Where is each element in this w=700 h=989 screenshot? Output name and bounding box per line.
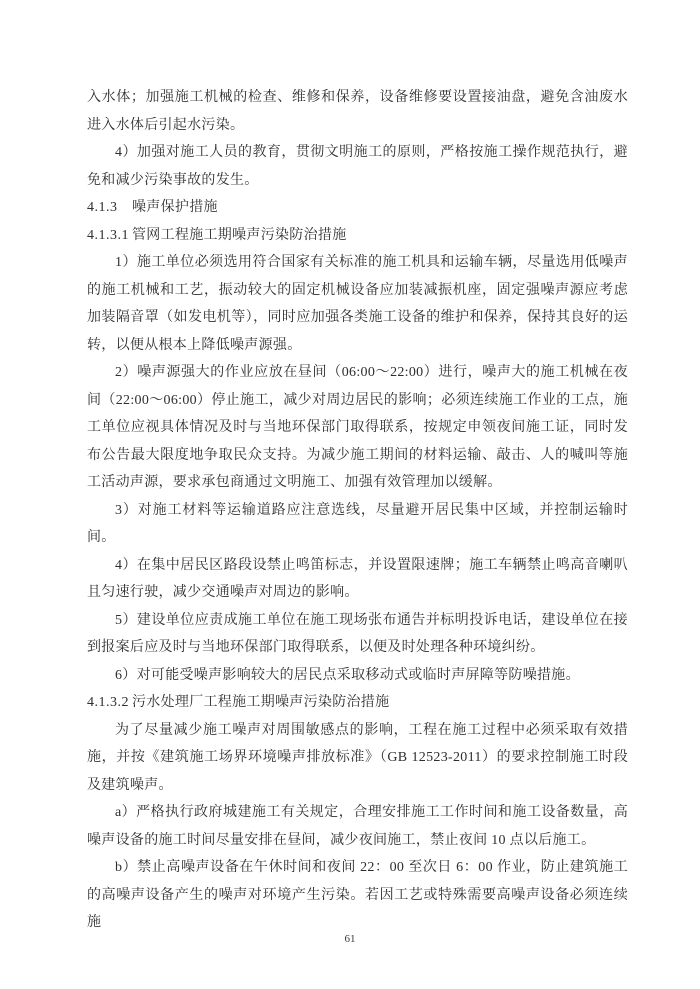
- paragraph: 6）对可能受噪声影响较大的居民点采取移动式或临时声屏障等防噪措施。: [115, 667, 580, 683]
- section-heading: [87, 222, 628, 250]
- section-heading: [87, 689, 628, 717]
- paragraph: 为了尽量减少施工噪声对周围敏感点的影响，工程在施工过程中必须采取有效措施，并按《建筑施工场界环境噪声排放标准》（GB 12523-2011）的要求控制施工时段及建筑噪声。: [87, 722, 628, 793]
- paragraph: 5）建设单位应责成施工单位在施工现场张布通告并标明投诉电话，建设单位在接到报案后应及时与当地环保部门取得联系，以便及时处理各种环境纠纷。: [87, 612, 628, 655]
- paragraph: 入水体；加强施工机械的检查、维修和保养，设备维修要设置接油盘，避免含油废水进入水体后引起水污染。: [87, 90, 628, 133]
- paragraph: 1）施工单位必须选用符合国家有关标准的施工机具和运输车辆，尽量选用低噪声的施工机械和工艺，振动较大的固定机械设备应加装减振机座，固定强噪声源应考虑加装隔音罩（如发电机等），同时应加强各类施工设备的维护和保养，保持其良好的运转，以便从根本上降低噪声源强。: [87, 255, 628, 353]
- paragraph: a）严格执行政府城建施工有关规定，合理安排施工工作时间和施工设备数量，高噪声设备的施工时间尽量安排在昼间，减少夜间施工，禁止夜间 10 点以后施工。: [87, 805, 628, 848]
- page-footer: [0, 933, 700, 945]
- section-title: 污水处理厂工程施工期噪声污染防治措施: [132, 695, 390, 710]
- paragraph: 4）加强对施工人员的教育，贯彻文明施工的原则，严格按施工操作规范执行，避免和减少污染事故的发生。: [87, 145, 628, 188]
- section-title: 噪声保护措施: [132, 200, 218, 215]
- paragraph: b）禁止高噪声设备在午休时间和夜间 22：00 至次日 6：00 作业，防止建筑施工的高噪声设备产生的噪声对环境产生污染。若因工艺或特殊需要高噪声设备必须连续施: [87, 860, 628, 930]
- paragraph: 2）噪声源强大的作业应放在昼间（06:00～22:00）进行，噪声大的施工机械在夜间（22:00～06:00）停止施工，减少对周边居民的影响；必须连续施工作业的工点，施工单位应视具体情况及时与当地环保部门取得联系，按规定申领夜间施工证，同时发布公告最大限度地争取民众支持。为减少施工期间的材料运输、敲击、人的喊叫等施工活动声源，要求承包商通过文明施工、加强有效管理加以缓解。: [87, 365, 628, 490]
- section-number: 4.1.3.2: [87, 695, 129, 710]
- section-title: 管网工程施工期噪声污染防治措施: [132, 227, 347, 243]
- document-body: [87, 84, 628, 937]
- section-heading: [87, 194, 628, 222]
- section-number: 4.1.3: [87, 200, 118, 215]
- page-number: 61: [344, 933, 356, 945]
- paragraph: 4）在集中居民区路段设禁止鸣笛标志，并设置限速牌；施工车辆禁止鸣高音喇叭且匀速行驶，减少交通噪声对周边的影响。: [87, 557, 628, 600]
- paragraph: 3）对施工材料等运输道路应注意选线，尽量避开居民集中区域，并控制运输时间。: [87, 502, 628, 545]
- section-number: 4.1.3.1: [87, 227, 129, 243]
